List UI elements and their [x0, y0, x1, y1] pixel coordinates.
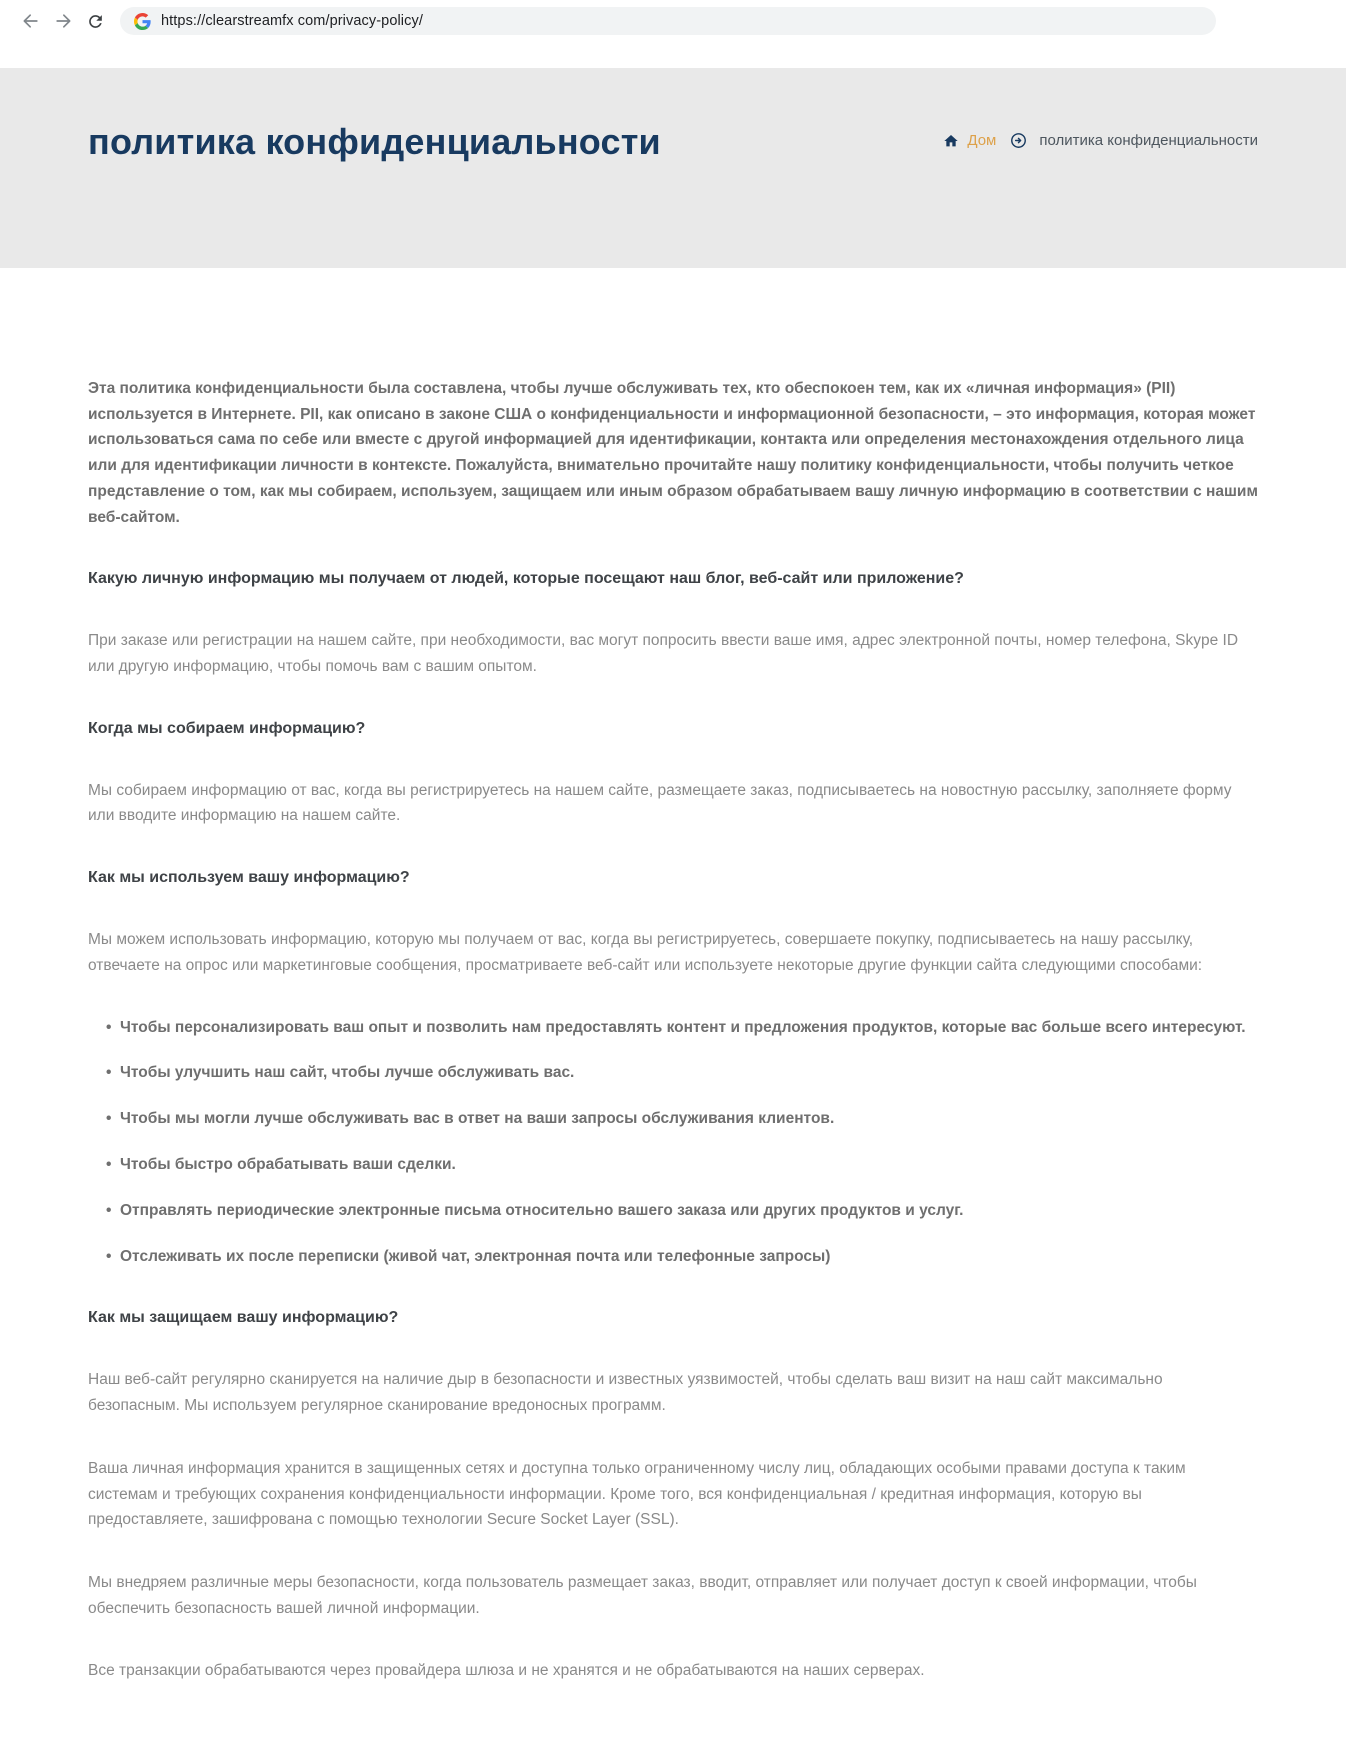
- body-paragraph: Мы внедряем различные меры безопасности, когда пользователь размещает заказ, вводит, отправляет или получает доступ к своей информации, чтобы обеспечить безопасность вашей личной информации.: [88, 1574, 1197, 1617]
- list-item: • Чтобы персонализировать ваш опыт и позволить нам предоставлять контент и предложения продуктов, которые вас больше всего интересуют.: [106, 1016, 1258, 1041]
- body-paragraph: Наш веб-сайт регулярно сканируется на наличие дыр в безопасности и известных уязвимостей, чтобы сделать ваш визит на наш сайт максимально безопасным. Мы используем регулярное сканирование вредоносных программ.: [88, 1371, 1163, 1415]
- back-icon[interactable]: [18, 8, 44, 34]
- list-item: • Отправлять периодические электронные письма относительно вашего заказа или других продуктов и услуг.: [106, 1199, 1258, 1224]
- section-heading: Какую личную информацию мы получаем от людей, которые посещают наш блог, веб-сайт или приложение?: [88, 570, 964, 588]
- url-bar[interactable]: [120, 7, 1216, 35]
- url-text: https://clearstreamfx com/privacy-policy/: [161, 13, 423, 29]
- body-paragraph: При заказе или регистрации на нашем сайте, при необходимости, вас могут попросить ввести ваше имя, адрес электронной почты, номер телефона, Skype ID или другую информацию, чтобы помочь вам с вашим опытом.: [88, 632, 1239, 676]
- body-paragraph: Ваша личная информация хранится в защищенных сетях и доступна только ограниченному числу лиц, обладающих особыми правами доступа к таким системам и требующих сохранения конфиденциальности информации. Кроме того, вся конфиденциальная / кредитная информация, которую вы предоставляете, зашифрована с помощью технологии Secure Socket Layer (SSL).: [88, 1459, 1186, 1529]
- body-paragraph: Эта политика конфиденциальности была составлена, чтобы лучше обслуживать тех, кто обеспокоен тем, как их «личная информация» (PII) используется в Интернете. PII, как описано в законе США о конфиденциальности и информационной безопасности, – это информация, которая может использоваться сама по себе или вместе с другой информацией для идентификации, контакта или определения местонахождения отдельного лица или для идентификации личности в контексте. Пожалуйста, внимательно прочитайте нашу политику конфиденциальности, чтобы получить четкое представление о том, как мы собираем, используем, защищаем или иным образом обрабатываем вашу личную информацию в соответствии с нашим веб-сайтом.: [88, 380, 1258, 526]
- list-item: • Чтобы мы могли лучше обслуживать вас в ответ на ваши запросы обслуживания клиентов.: [106, 1107, 1258, 1132]
- body-paragraph: Все транзакции обрабатываются через провайдера шлюза и не хранятся и не обрабатываются на наших серверах.: [88, 1662, 925, 1680]
- google-favicon-icon: [134, 13, 151, 30]
- breadcrumb: [943, 132, 1258, 149]
- body-paragraph: Мы собираем информацию от вас, когда вы регистрируетесь на нашем сайте, размещаете заказ, подписываетесь на новостную рассылку, заполняете форму или вводите информацию на нашем сайте.: [88, 781, 1232, 825]
- breadcrumb-home-link[interactable]: Дом: [967, 132, 997, 149]
- section-heading: Как мы используем вашу информацию?: [88, 869, 410, 887]
- section-heading: Как мы защищаем вашу информацию?: [88, 1309, 399, 1327]
- content-area: [0, 268, 1346, 1751]
- arrow-circle-right-icon: [1010, 132, 1027, 149]
- list-item: • Отслеживать их после переписки (живой чат, электронная почта или телефонные запросы): [106, 1245, 1258, 1270]
- page-title: политика конфиденциальности: [88, 121, 661, 162]
- home-icon[interactable]: [943, 133, 959, 149]
- forward-icon[interactable]: [50, 8, 76, 34]
- reload-icon[interactable]: [82, 8, 108, 34]
- browser-toolbar: [0, 0, 1346, 42]
- body-paragraph: Мы можем использовать информацию, которую мы получаем от вас, когда вы регистрируетесь, совершаете покупку, подписываетесь на нашу рассылку, отвечаете на опрос или маркетинговые сообщения, просматриваете веб-сайт или используете некоторые другие функции сайта следующими способами:: [88, 931, 1203, 974]
- list-item: • Чтобы быстро обрабатывать ваши сделки.: [106, 1153, 1258, 1178]
- breadcrumb-current: политика конфиденциальности: [1039, 132, 1258, 149]
- page-header: [0, 68, 1346, 268]
- list-item: • Чтобы улучшить наш сайт, чтобы лучше обслуживать вас.: [106, 1061, 1258, 1086]
- section-heading: Когда мы собираем информацию?: [88, 719, 366, 737]
- usage-list: [88, 1016, 1258, 1270]
